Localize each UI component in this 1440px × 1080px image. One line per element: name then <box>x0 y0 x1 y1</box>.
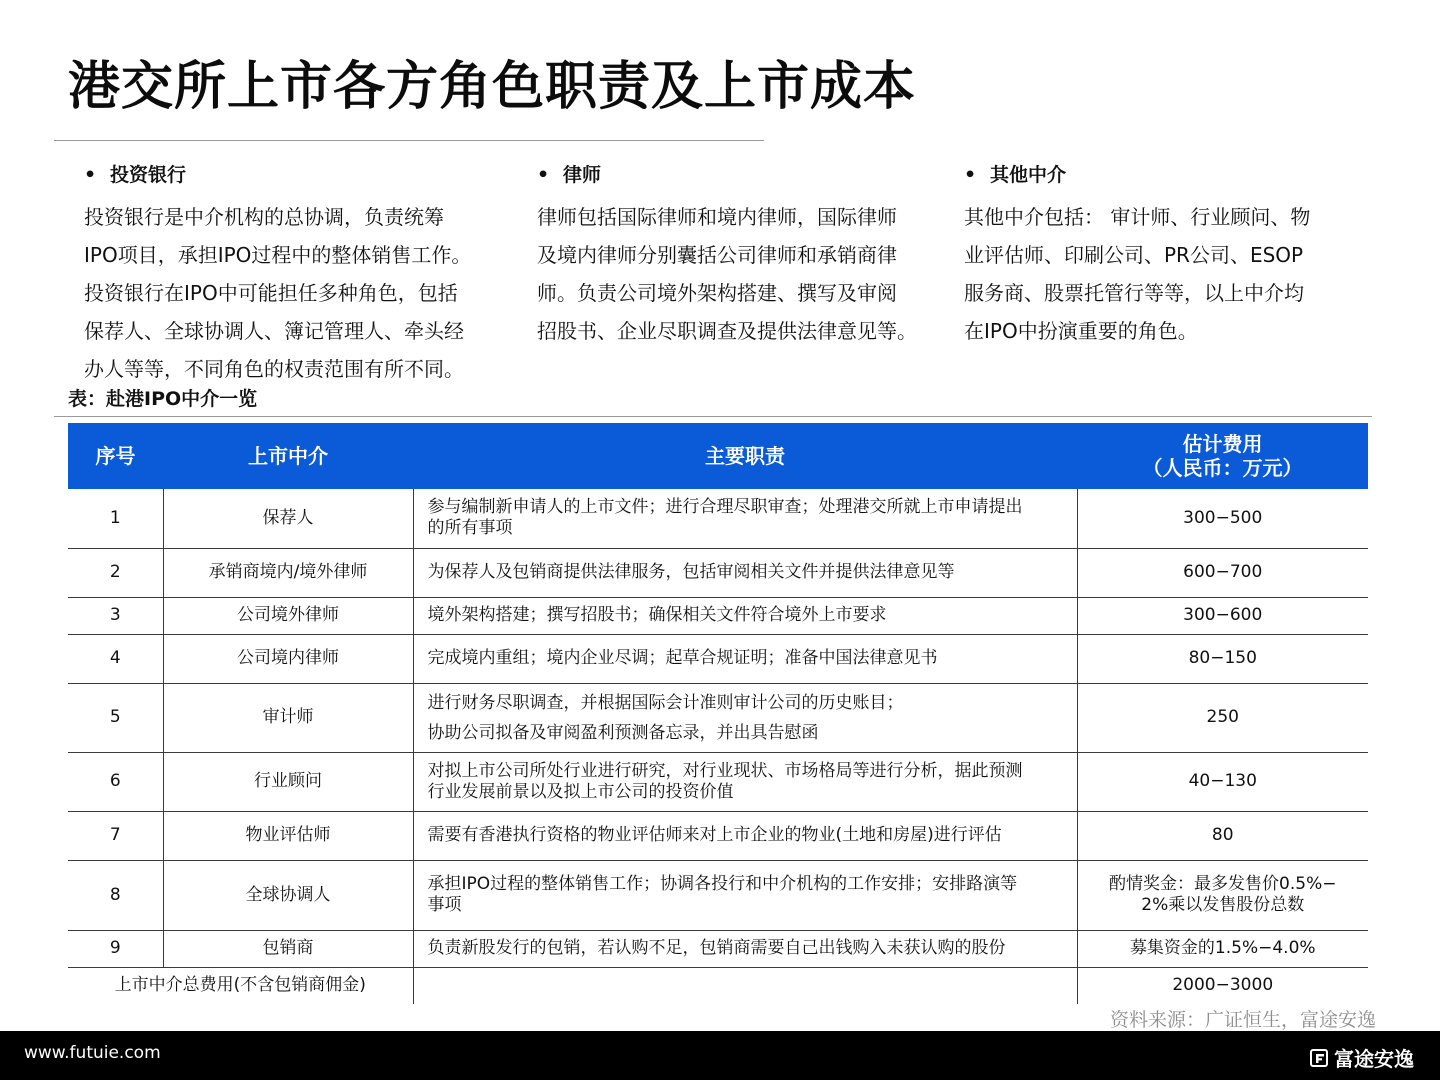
total-label: 上市中介总费用(不含包销商佣金) <box>114 975 366 996</box>
intro-line: 服务商、股票托管行等等，以上中介均 <box>964 281 1304 305</box>
cell-agent: 公司境内律师 <box>163 634 413 683</box>
duty-line: 对拟上市公司所处行业进行研究，对行业现状、市场格局等进行分析，据此预测 <box>427 760 1023 781</box>
cell-no: 5 <box>68 683 163 752</box>
cell-agent: 公司境外律师 <box>163 597 413 634</box>
total-empty <box>413 967 1077 1004</box>
futu-logo-icon <box>1310 1049 1328 1067</box>
total-fee: 2000−3000 <box>1077 967 1368 1004</box>
intro-lawyers <box>537 160 917 350</box>
fee-line: 250 <box>1206 707 1239 727</box>
cell-agent: 全球协调人 <box>163 860 413 930</box>
table-total-row <box>68 967 1368 1004</box>
cell-no: 9 <box>68 930 163 967</box>
table-header-row <box>68 423 1368 489</box>
cell-duty <box>413 811 1077 860</box>
source-note: 资料来源：广证恒生，富途安逸 <box>1109 1009 1376 1031</box>
fee-line: 酌情奖金：最多发售价0.5%− <box>1109 874 1337 894</box>
cell-agent: 行业顾问 <box>163 752 413 811</box>
table-row <box>68 683 1368 752</box>
fee-line: 300−500 <box>1183 507 1263 528</box>
intro-line: 招股书、企业尽职调查及提供法律意见等。 <box>537 319 917 343</box>
cell-duty <box>413 634 1077 683</box>
footer-brand-name: 富途安逸 <box>1334 1047 1414 1071</box>
header-fee <box>1077 423 1368 489</box>
header-no: 序号 <box>68 423 163 489</box>
cell-fee <box>1077 752 1368 811</box>
table-row <box>68 811 1368 860</box>
intro-line: 办人等等，不同角色的权责范围有所不同。 <box>84 357 464 381</box>
bullet-marker: • <box>537 164 550 186</box>
footer-url: www.futuie.com <box>24 1043 161 1063</box>
intro-heading: 律师 <box>563 164 602 186</box>
cell-duty <box>413 548 1077 597</box>
cell-duty <box>413 597 1077 634</box>
cell-no: 4 <box>68 634 163 683</box>
duty-line: 事项 <box>427 895 462 915</box>
cell-no: 1 <box>68 489 163 548</box>
table-caption: 表：赴港IPO中介一览 <box>68 388 258 410</box>
cell-agent: 包销商 <box>163 930 413 967</box>
intro-line: 投资银行是中介机构的总协调，负责统筹 <box>84 205 444 229</box>
cell-fee <box>1077 860 1368 930</box>
cell-no: 7 <box>68 811 163 860</box>
intro-heading: 其他中介 <box>990 164 1067 186</box>
fee-line: 300−600 <box>1183 605 1263 625</box>
intro-other-agents <box>964 160 1310 350</box>
fee-line: 600−700 <box>1183 562 1263 582</box>
table-row <box>68 860 1368 930</box>
footer-bar <box>0 1031 1440 1080</box>
intro-line: 其他中介包括： 审计师、行业顾问、物 <box>964 205 1311 229</box>
cell-duty <box>413 752 1077 811</box>
table-row <box>68 548 1368 597</box>
duty-line: 的所有事项 <box>427 518 513 539</box>
cell-fee <box>1077 634 1368 683</box>
header-agent: 上市中介 <box>163 423 413 489</box>
duty-line: 为保荐人及包销商提供法律服务，包括审阅相关文件并提供法律意见等 <box>427 562 955 582</box>
table-row <box>68 634 1368 683</box>
intro-line: 投资银行在IPO中可能担任多种角色，包括 <box>84 281 458 305</box>
intro-line: 师。负责公司境外架构搭建、撰写及审阅 <box>537 281 897 305</box>
table-row <box>68 930 1368 967</box>
cell-agent: 审计师 <box>163 683 413 752</box>
cell-fee <box>1077 683 1368 752</box>
cell-agent: 承销商境内/境外律师 <box>163 548 413 597</box>
duty-line: 进行财务尽职调查，并根据国际会计准则审计公司的历史账目； <box>427 692 904 713</box>
intro-line: IPO项目，承担IPO过程中的整体销售工作。 <box>84 243 472 267</box>
bullet-marker: • <box>84 164 97 186</box>
cell-duty <box>413 683 1077 752</box>
fee-line: 募集资金的1.5%−4.0% <box>1129 938 1316 958</box>
table-row <box>68 752 1368 811</box>
caption-divider <box>54 416 1372 417</box>
cell-no: 6 <box>68 752 163 811</box>
duty-line: 完成境内重组；境内企业尽调；起草合规证明；准备中国法律意见书 <box>427 648 938 668</box>
header-fee-line: 估计费用 <box>1182 432 1263 456</box>
cell-no: 2 <box>68 548 163 597</box>
duty-line: 行业发展前景以及拟上市公司的投资价值 <box>427 781 734 802</box>
intro-text <box>537 198 917 350</box>
intro-line: 及境内律师分别囊括公司律师和承销商律 <box>537 243 897 267</box>
intro-line: 保荐人、全球协调人、簿记管理人、牵头经 <box>84 319 464 343</box>
cell-no: 3 <box>68 597 163 634</box>
intro-line: 业评估师、印刷公司、PR公司、ESOP <box>964 243 1304 267</box>
cell-fee <box>1077 548 1368 597</box>
cell-fee <box>1077 811 1368 860</box>
table-row <box>68 489 1368 548</box>
header-fee-unit: （人民币：万元） <box>1142 456 1303 480</box>
bullet-marker: • <box>964 164 977 186</box>
cell-no: 8 <box>68 860 163 930</box>
cell-duty <box>413 930 1077 967</box>
intro-line: 在IPO中扮演重要的角色。 <box>964 319 1198 343</box>
duty-line: 参与编制新申请人的上市文件；进行合理尽职审查；处理港交所就上市申请提出 <box>427 497 1023 518</box>
table-row <box>68 597 1368 634</box>
page-title: 港交所上市各方角色职责及上市成本 <box>68 57 917 117</box>
cell-fee <box>1077 489 1368 548</box>
duty-line: 负责新股发行的包销，若认购不足，包销商需要自己出钱购入未获认购的股份 <box>427 938 1006 958</box>
intro-text <box>964 198 1310 350</box>
title-divider <box>54 140 764 141</box>
intro-text <box>84 198 471 388</box>
cell-fee <box>1077 597 1368 634</box>
fee-line: 40−130 <box>1188 771 1257 791</box>
fee-line: 80 <box>1211 825 1234 845</box>
ipo-agents-table <box>68 423 1368 1004</box>
cell-agent: 物业评估师 <box>163 811 413 860</box>
duty-line: 境外架构搭建；撰写招股书；确保相关文件符合境外上市要求 <box>427 605 887 625</box>
intro-line: 律师包括国际律师和境内律师，国际律师 <box>537 205 897 229</box>
fee-line: 2%乘以发售股份总数 <box>1141 895 1305 915</box>
footer-brand <box>1310 1043 1414 1072</box>
duty-line: 需要有香港执行资格的物业评估师来对上市企业的物业(土地和房屋)进行评估 <box>427 825 1002 845</box>
header-duty: 主要职责 <box>413 423 1077 489</box>
cell-fee <box>1077 930 1368 967</box>
fee-line: 80−150 <box>1188 648 1257 668</box>
cell-duty <box>413 489 1077 548</box>
cell-duty <box>413 860 1077 930</box>
intro-investment-bank <box>84 160 471 388</box>
cell-agent: 保荐人 <box>163 489 413 548</box>
intro-heading: 投资银行 <box>110 164 187 186</box>
duty-line: 协助公司拟备及审阅盈利预测备忘录，并出具告慰函 <box>427 722 819 743</box>
duty-line: 承担IPO过程的整体销售工作；协调各投行和中介机构的工作安排；安排路演等 <box>427 874 1018 894</box>
